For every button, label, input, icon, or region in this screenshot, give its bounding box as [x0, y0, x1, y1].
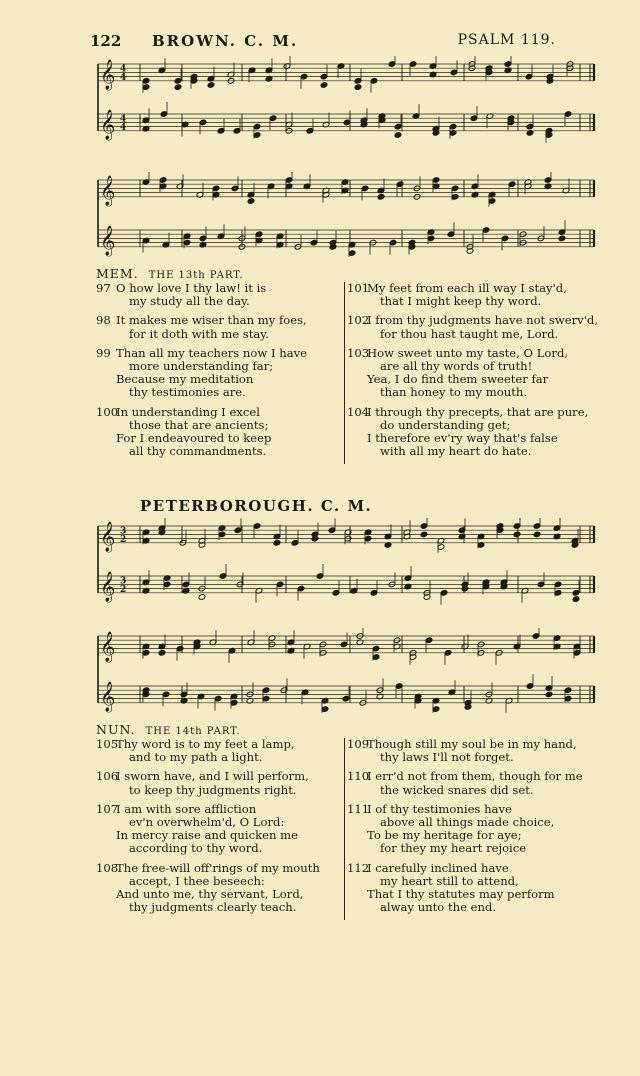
verse — [96, 406, 340, 459]
svg-text:3: 3 — [120, 526, 127, 537]
verse-line: for it doth with me stay. — [129, 326, 269, 341]
verse-number: 106 — [96, 769, 119, 784]
verse-line: For I endeavoured to keep — [116, 431, 272, 446]
tune-title-peterborough: PETERBOROUGH. C. M. — [140, 497, 373, 515]
verse-text: I from thy judgments have not swerv'd, — [367, 313, 599, 328]
svg-text:𝄞: 𝄞 — [100, 631, 116, 662]
verse-line: than honey to my mouth. — [380, 385, 528, 400]
verse — [96, 803, 340, 856]
verse — [347, 862, 603, 915]
verse-number: 112 — [347, 860, 370, 875]
verse — [96, 862, 340, 915]
part-name: NUN. — [96, 722, 136, 737]
svg-text:2: 2 — [120, 534, 127, 545]
verse-text: I err'd not from them, though for me — [367, 769, 583, 784]
verse-number: 108 — [96, 860, 119, 875]
verse-number: 99 — [96, 345, 111, 360]
verse — [96, 738, 340, 764]
verse-number: 110 — [347, 769, 370, 784]
verse-line: all thy commandments. — [129, 444, 267, 459]
music-notation — [98, 628, 594, 713]
verse-text: My feet from each ill way I stay'd, — [367, 281, 567, 295]
svg-text:𝄞: 𝄞 — [100, 681, 116, 712]
tune-title-brown: BROWN. C. M. — [152, 32, 299, 50]
verse-text: Though still my soul be in my hand, — [367, 737, 577, 751]
verse-text: Thy word is to my feet a lamp, — [116, 737, 295, 751]
verse-line: That I thy statutes may perform — [367, 887, 555, 902]
svg-text:𝄞: 𝄞 — [100, 571, 116, 602]
verse — [96, 770, 340, 796]
verse-line: my heart still to attend, — [380, 873, 519, 888]
verse-line: those that are ancients; — [129, 417, 269, 432]
verse — [96, 282, 340, 308]
verse-line: In mercy raise and quicken me — [116, 828, 298, 843]
verse-text: The free-will off'rings of my mouth — [116, 860, 320, 875]
verse-first-line — [347, 770, 603, 783]
verse — [96, 314, 340, 340]
verse-line: I therefore ev'ry way that's false — [367, 431, 558, 446]
music-system-brown-1 — [96, 56, 598, 146]
part-name: MEM. — [96, 266, 139, 281]
music-notation — [98, 518, 594, 605]
svg-text:4: 4 — [120, 64, 127, 75]
verse — [347, 406, 603, 459]
music-system-peterborough-2 — [96, 628, 598, 718]
verse — [347, 738, 603, 764]
verse — [347, 314, 603, 340]
svg-text:𝄞: 𝄞 — [100, 225, 116, 256]
page-number: 122 — [90, 32, 122, 50]
music-notation — [98, 172, 594, 257]
verse-line: to keep thy judgments right. — [129, 782, 297, 797]
verse-number: 102 — [347, 313, 370, 328]
verse-line: for they my heart rejoice — [380, 841, 527, 856]
svg-text:4: 4 — [120, 122, 127, 133]
page-header — [90, 32, 556, 52]
music-notation — [98, 56, 594, 143]
svg-text:4: 4 — [120, 72, 127, 83]
verse-text: I sworn have, and I will perform, — [116, 769, 309, 784]
verse-line: To be my heritage for aye; — [367, 828, 522, 843]
music-system-peterborough-1 — [96, 518, 598, 608]
verse-text: O how love I thy law! it is — [116, 281, 267, 295]
verse-text: I through thy precepts, that are pure, — [367, 404, 589, 419]
psalm-section-mem — [96, 266, 600, 459]
svg-text:4: 4 — [120, 114, 127, 125]
psalm-section-nun — [96, 722, 600, 915]
verse-first-line — [347, 862, 603, 875]
verses-right-column — [344, 282, 603, 464]
svg-text:𝄞: 𝄞 — [100, 521, 116, 552]
verse-line: above all things made choice, — [380, 815, 555, 830]
verse-line: ev'n overwhelm'd, O Lord: — [129, 815, 285, 830]
verse-text: I am with sore affliction — [116, 801, 257, 816]
verse-text: It makes me wiser than my foes, — [116, 313, 307, 328]
verse-line: do understanding get; — [380, 417, 511, 432]
verse-number: 101 — [347, 281, 370, 295]
verse-number: 105 — [96, 737, 119, 751]
verse-number: 109 — [347, 737, 370, 751]
verses-left-column — [96, 282, 340, 464]
verse-number: 107 — [96, 801, 119, 816]
verse-number: 98 — [96, 313, 111, 328]
verse-number: 111 — [347, 801, 370, 816]
part-heading — [96, 722, 600, 738]
part-subtitle: THE 13th PART. — [148, 270, 244, 281]
verse-first-line — [347, 314, 603, 327]
music-system-brown-2 — [96, 172, 598, 262]
verse-number: 103 — [347, 345, 370, 360]
verse-line: more understanding far; — [129, 359, 274, 374]
svg-text:𝄞: 𝄞 — [100, 109, 116, 140]
verse-line: with all my heart do hate. — [380, 444, 532, 459]
svg-text:𝄞: 𝄞 — [100, 59, 116, 90]
verse-line: thy laws I'll not forget. — [380, 750, 514, 765]
verse — [347, 282, 603, 308]
verse-first-line — [96, 770, 340, 783]
verse-text: I carefully inclined have — [367, 860, 509, 875]
verse-line: thy judgments clearly teach. — [129, 900, 297, 915]
verse-first-line — [96, 314, 340, 327]
verse — [347, 347, 603, 400]
verse-text: I of thy testimonies have — [367, 801, 512, 816]
verse-first-line — [347, 406, 603, 419]
verse-number: 100 — [96, 404, 119, 419]
verse-line: for thou hast taught me, Lord. — [380, 326, 559, 341]
verse-first-line — [96, 862, 340, 875]
verse-text: Than all my teachers now I have — [116, 345, 308, 360]
verse-line: the wicked snares did set. — [380, 782, 534, 797]
verse-text: How sweet unto my taste, O Lord, — [367, 345, 569, 360]
verse — [347, 803, 603, 856]
verse-first-line — [96, 406, 340, 419]
part-subtitle: THE 14th PART. — [145, 726, 241, 737]
verses-left-column — [96, 738, 340, 920]
verses-right-column — [344, 738, 603, 920]
verse-line: alway unto the end. — [380, 900, 497, 915]
verse-line: And unto me, thy servant, Lord, — [116, 887, 304, 902]
svg-text:3: 3 — [120, 576, 127, 587]
verse-line: according to thy word. — [129, 841, 263, 856]
svg-text:2: 2 — [120, 584, 127, 595]
verse-line: and to my path a light. — [129, 750, 263, 765]
verse-line: Yea, I do find them sweeter far — [367, 372, 549, 387]
verse-line: accept, I thee beseech: — [129, 873, 265, 888]
part-heading — [96, 266, 600, 282]
running-head: PSALM 119. — [457, 32, 556, 48]
verse-line: are all thy words of truth! — [380, 359, 533, 374]
verse-line: my study all the day. — [129, 294, 250, 309]
verse — [96, 347, 340, 400]
svg-text:𝄞: 𝄞 — [100, 175, 116, 206]
verse-line: that I might keep thy word. — [380, 294, 542, 309]
verse-line: thy testimonies are. — [129, 385, 246, 400]
verse-number: 97 — [96, 281, 111, 295]
verse-line: Because my meditation — [116, 372, 254, 387]
verse-number: 104 — [347, 404, 370, 419]
verse — [347, 770, 603, 796]
verse-text: In understanding I excel — [116, 404, 260, 419]
